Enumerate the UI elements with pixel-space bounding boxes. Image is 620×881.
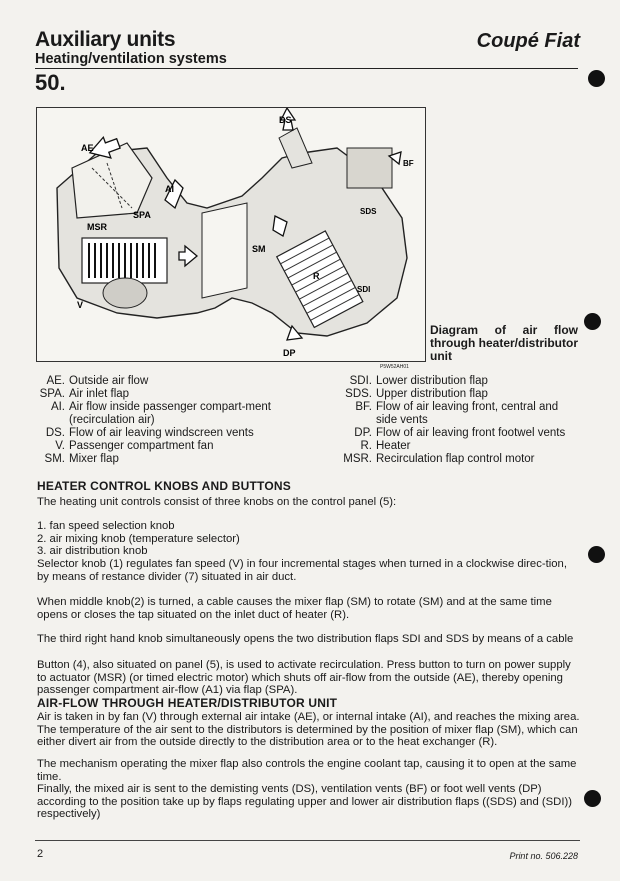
label-msr: MSR xyxy=(87,222,107,232)
page-subtitle: Heating/ventilation systems xyxy=(35,51,227,67)
body-paragraph: Finally, the mixed air is sent to the demisting vents (DS), ventilation vents (BF) or foot well vents (DP) according to the position take up by flaps regulating upper and lower air distribution flaps ((SDS) and (SDI)) respectively) xyxy=(37,783,572,821)
legend-item: SDS. Upper distribution flap xyxy=(345,388,488,400)
legend-right xyxy=(312,375,580,466)
label-spa: SPA xyxy=(133,210,151,220)
label-bf: BF xyxy=(403,159,414,168)
legend-item: MSR. Recirculation flap control motor xyxy=(343,453,535,465)
knob-list xyxy=(37,520,582,558)
legend-item: SDI. Lower distribution flap xyxy=(349,375,488,387)
legend-left xyxy=(35,375,285,466)
label-r: R xyxy=(313,271,320,281)
diagram-caption: Diagram of air flow through heater/distributor unit xyxy=(430,323,578,363)
label-ds: DS xyxy=(279,115,292,125)
legend-item: DP. Flow of air leaving front footwel vents xyxy=(354,427,566,439)
footer-rule xyxy=(35,840,580,841)
page-number: 2 xyxy=(37,848,44,860)
body-paragraph: Button (4), also situated on panel (5), is used to activate recirculation. Press button to turn on power supply to actuator (MSR) (or timed electric motor) which shuts off air-flow from the outside (AE), thereby opening passenger compartment air-flow (A1) via flap (SPA). xyxy=(37,659,571,697)
label-sds: SDS xyxy=(360,207,377,216)
face-vent-outlet xyxy=(347,148,392,188)
legend-item: V. Passenger compartment fan xyxy=(55,440,214,452)
binder-hole-icon xyxy=(584,790,601,807)
label-v: V xyxy=(77,300,84,310)
section-number: 50. xyxy=(35,70,66,95)
print-number: Print no. 506.228 xyxy=(509,851,578,861)
binder-hole-icon xyxy=(588,70,605,87)
list-item: 2. air mixing knob (temperature selector) xyxy=(37,532,240,545)
body-paragraph: Selector knob (1) regulates fan speed (V) in four incremental stages when turned in a clockwise direc-tion, by means of restance divider (7) situated in air duct. xyxy=(37,558,567,583)
airflow-diagram xyxy=(36,107,426,362)
central-duct xyxy=(202,203,247,298)
label-ai: AI xyxy=(165,184,174,194)
legend-item: SM. Mixer flap xyxy=(44,453,119,465)
legend-item: AE. Outside air flow xyxy=(46,375,149,387)
body-paragraph: The third right hand knob simultaneously opens the two distribution flaps SDI and SDS by means of a cable xyxy=(37,633,574,645)
list-item: 1. fan speed selection knob xyxy=(37,520,175,532)
label-sm: SM xyxy=(252,244,266,254)
body-paragraph: The heating unit controls consist of three knobs on the control panel (5): xyxy=(37,496,397,508)
body-paragraph: Air is taken in by fan (V) through external air intake (AE), or internal intake (AI), and reaches the mixing area. The temperature of the air sent to the distributors is determined by the position of mixer flap (SM), which can either divert air from the outside directly to the distribution area or to the heat exchanger (R). xyxy=(37,711,580,749)
section-heading: AIR-FLOW THROUGH HEATER/DISTRIBUTOR UNIT xyxy=(37,696,338,710)
label-ae: AE xyxy=(81,143,94,153)
legend-item: R. Heater xyxy=(360,440,411,452)
legend-item: SPA. Air inlet flap xyxy=(39,388,130,400)
list-item: 3. air distribution knob xyxy=(37,545,148,558)
section-heading: HEATER CONTROL KNOBS AND BUTTONS xyxy=(37,479,291,493)
body-paragraph: The mechanism operating the mixer flap also controls the engine coolant tap, causing it to open at the same time. xyxy=(37,758,577,783)
label-sdi: SDI xyxy=(357,285,371,294)
legend-item: DS. Flow of air leaving windscreen vents xyxy=(45,427,254,439)
label-dp: DP xyxy=(283,348,296,358)
binder-hole-icon xyxy=(584,313,601,330)
fan-motor xyxy=(103,278,147,308)
page-title: Auxiliary units xyxy=(35,28,176,51)
legend-item: BF. Flow of air leaving front, central and side vents xyxy=(355,401,559,426)
figure-reference: P5W52AH01 xyxy=(380,364,409,370)
body-paragraph: When middle knob(2) is turned, a cable causes the mixer flap (SM) to rotate (SM) and at the same time opens or closes the tap situated on the inlet duct of heater (R). xyxy=(37,596,552,621)
binder-hole-icon xyxy=(588,546,605,563)
header-rule xyxy=(35,68,578,69)
heater-unit-drawing xyxy=(37,108,425,361)
legend-item: AI. Air flow inside passenger compart-ment (recirculation air) xyxy=(50,401,271,426)
brand-name: Coupé Fiat xyxy=(476,30,580,52)
